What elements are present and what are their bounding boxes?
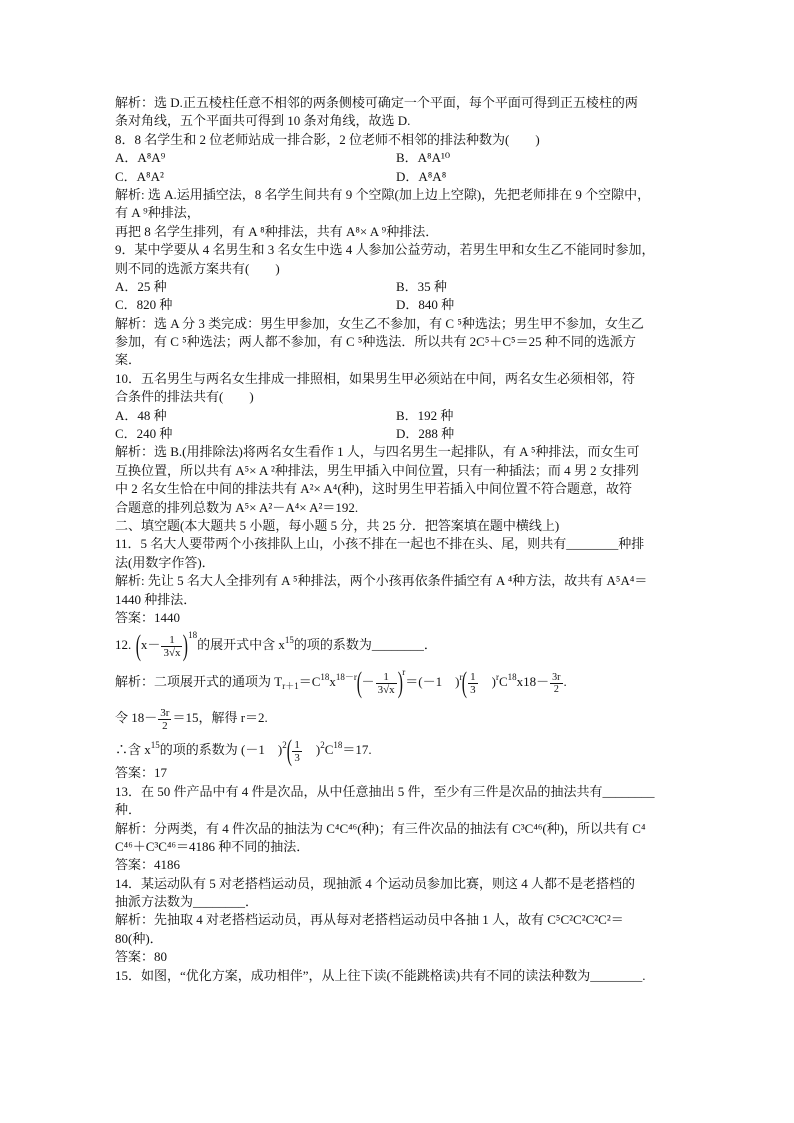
subscript: r＋1 <box>282 681 299 692</box>
q12-answer: 答案：17 <box>115 765 168 781</box>
q8-solution-line: 有 A ⁹种排法， <box>115 205 200 221</box>
q7-solution-line: 解析：选 D.正五棱柱任意不相邻的两条侧棱可确定一个平面，每个平面可得到正五棱柱的两 <box>115 95 638 110</box>
solution-text: ＝17. <box>342 742 372 758</box>
q8-option-d: D．A⁸A⁸ <box>396 168 447 184</box>
q9-solution-line: 解析：选 A 分 3 类完成：男生甲参加，女生乙不参加，有 C ⁵种选法；男生甲不参加，女生乙 <box>115 315 644 331</box>
q11-answer: 答案：1440 <box>115 609 181 625</box>
solution-text: x18－ <box>516 674 550 690</box>
q10-solution-line: 解析：选 B.(用排除法)将两名女生看作 1 人，与四名男生一起排队，有 A ⁵种排法，而女生可 <box>115 444 640 460</box>
solution-text: ＝C <box>298 674 321 690</box>
q9-option-b: B．35 种 <box>396 278 447 294</box>
fraction-denominator: 2 <box>550 683 562 695</box>
q12-stem <box>115 627 705 663</box>
q10-stem: 10．五名男生与两名女生排成一排照相，如果男生甲必须站在中间，两名女生必须相邻，符 <box>115 370 636 386</box>
fraction <box>161 634 182 659</box>
q13-stem: 种． <box>115 802 142 818</box>
solution-text: C <box>324 742 334 758</box>
q14-answer: 答案：80 <box>115 949 168 965</box>
q14-solution-line: 80(种)． <box>115 930 163 946</box>
right-paren: ) <box>183 629 189 663</box>
left-paren: ( <box>286 734 292 768</box>
stem-text: 的项的系数为________． <box>293 637 437 653</box>
question-number: 12. <box>115 637 132 653</box>
q9-option-c: C．820 种 <box>115 297 173 313</box>
q14-stem: 14．某运动队有 5 对老搭档运动员，现抽派 4 个运动员参加比赛，则这 4 人都不是老搭档的 <box>115 875 636 891</box>
q8-options-row <box>115 149 705 167</box>
fraction-numerator: 1 <box>294 738 300 751</box>
q11-stem: 法(用数字作答)． <box>115 554 215 570</box>
q9-stem: 9．某中学要从 4 名男生和 3 名女生中选 4 人参加公益劳动，若男生甲和女生乙不能同时参加， <box>115 242 655 258</box>
stem-text: 的展开式中含 x <box>197 637 285 653</box>
fraction <box>158 707 171 732</box>
fraction-numerator: 3r <box>552 671 561 683</box>
q9-options-row <box>115 296 705 314</box>
left-paren: ( <box>356 666 362 700</box>
q9-option-d: D．840 种 <box>396 297 455 313</box>
exponent: 2 <box>320 740 325 751</box>
q9-options-row <box>115 278 705 296</box>
q15-stem: 15．如图，“优化方案，成功相伴”，从上往下读(不能跳格读)共有不同的读法种数为________. <box>115 967 646 983</box>
solution-text: x <box>329 674 336 690</box>
q8-stem: 8．8 名学生和 2 位老师站成一排合影，2 位老师不相邻的排法种数为( ) <box>115 131 540 147</box>
solution-text: － <box>361 674 375 690</box>
fraction <box>292 739 302 764</box>
q8-options-row <box>115 168 705 186</box>
q13-solution-line: 解析：分两类，有 4 件次品的抽法为 C⁴C⁴⁶(种)；有三件次品的抽法有 C³C⁴⁶(种)，所以共有 C⁴ <box>115 820 646 836</box>
q13-answer: 答案：4186 <box>115 857 181 873</box>
solution-text: ) <box>302 742 321 758</box>
solution-text: ) <box>478 674 496 690</box>
solution-text: 令 18－ <box>115 710 158 726</box>
q10-solution-line: 中 2 名女生恰在中间的排法共有 A²× A⁴(种)，这时男生甲若插入中间位置不符合题意，故符 <box>115 481 632 497</box>
solution-text: 解析：二项展开式的通项为 T <box>115 674 283 690</box>
exponent: 15 <box>284 635 294 646</box>
exponent: 18－r <box>335 672 357 683</box>
q12-solution-line <box>115 663 705 700</box>
q9-solution-line: 案． <box>115 352 142 368</box>
q10-options-row <box>115 407 705 425</box>
fraction <box>376 671 397 696</box>
exponent: 18 <box>507 672 517 683</box>
exponent: 15 <box>150 740 160 751</box>
document-body <box>115 94 705 985</box>
q10-option-b: B．192 种 <box>396 407 454 423</box>
fraction-denominator: 3 <box>294 751 300 764</box>
q14-stem: 抽派方法数为________． <box>115 894 259 910</box>
fraction <box>550 672 562 695</box>
left-paren: ( <box>462 666 468 700</box>
solution-text: ＝15，解得 r＝2. <box>172 710 268 726</box>
q14-solution-line: 解析：先抽取 4 对老搭档运动员，再从每对老搭档运动员中各抽 1 人，故有 C⁵C²C²C²C²＝ <box>115 912 624 928</box>
fraction-numerator: 1 <box>470 670 476 683</box>
q10-solution-line: 合题意的排列总数为 A⁵× A²－A⁴× A²＝192. <box>115 499 359 515</box>
q12-solution-line <box>115 734 705 768</box>
q8-solution-line: 解析: 选 A.运用插空法，8 名学生间共有 9 个空隙(加上边上空隙)，先把老师排在 9 个空隙中， <box>115 186 651 202</box>
fraction-denominator: 3√x <box>163 646 181 659</box>
q7-solution-line: 条对角线，五个平面共可得到 10 条对角线，故选 D. <box>115 113 411 129</box>
exponent: r <box>402 667 406 678</box>
solution-text: ∴含 x <box>115 742 151 758</box>
q11-solution-line: 解析: 先让 5 名大人全排列有 A ⁵种排法，两个小孩再依条件插空有 A ⁴种方法，故共有 A⁵A⁴＝ <box>115 573 648 589</box>
q13-stem: 13．在 50 件产品中有 4 件是次品，从中任意抽出 5 件，至少有三件是次品的抽法共有________ <box>115 783 655 799</box>
exponent: 18 <box>188 630 198 641</box>
fraction-denominator: 2 <box>158 719 171 732</box>
fraction-numerator: 1 <box>169 633 175 646</box>
q9-solution-line: 参加，有 C ⁵种选法；两人都不参加，有 C ⁵种选法．所以共有 2C⁵＋C⁵＝25 种不同的选派方 <box>115 334 636 350</box>
q10-option-c: C．240 种 <box>115 426 173 442</box>
q10-option-d: D．288 种 <box>396 426 455 442</box>
fraction-numerator: 1 <box>383 670 389 683</box>
q12-solution-line <box>115 700 705 736</box>
q9-option-a: A．25 种 <box>115 278 167 294</box>
solution-text: C <box>498 674 508 690</box>
q13-solution-line: C⁴⁶＋C³C⁴⁶＝4186 种不同的抽法． <box>115 838 310 854</box>
expr-text: x－ <box>140 637 161 653</box>
left-paren: ( <box>135 629 142 663</box>
exponent: 18 <box>333 740 343 751</box>
fraction-denominator: 3 <box>470 683 476 696</box>
fraction <box>468 671 478 696</box>
q10-solution-line: 互换位置，所以共有 A⁵× A ²种排法，男生甲插入中间位置，只有一种插法；而 4 男 2 女排列 <box>115 462 639 478</box>
solution-text: . <box>563 674 567 690</box>
q9-stem: 则不同的选派方案共有( ) <box>115 260 280 276</box>
section-heading: 二、填空题(本大题共 5 小题，每小题 5 分，共 25 分．把答案填在题中横线上) <box>115 517 560 533</box>
fraction-numerator: 3r <box>160 706 170 719</box>
q11-solution-line: 1440 种排法． <box>115 591 197 607</box>
q10-options-row <box>115 425 705 443</box>
q8-solution-line: 再把 8 名学生排列，有 A ⁸种排法，共有 A⁸× A ⁹种排法． <box>115 223 439 239</box>
solution-text: 的项的系数为 (－1 ) <box>159 742 283 758</box>
solution-text: ＝(－1 ) <box>405 674 460 690</box>
q10-stem: 合条件的排法共有( ) <box>115 389 254 405</box>
right-paren: ) <box>397 666 403 700</box>
q10-option-a: A．48 种 <box>115 407 167 423</box>
q11-stem: 11．5 名大人要带两个小孩排队上山，小孩不排在一起也不排在头、尾，则共有________种排 <box>115 536 645 552</box>
exponent: r <box>459 672 463 683</box>
q8-option-c: C．A⁸A² <box>115 168 164 184</box>
q8-option-a: A．A⁸A⁹ <box>115 150 166 166</box>
exponent: r <box>495 672 499 683</box>
exponent: 18 <box>320 672 330 683</box>
q8-option-b: B．A⁸A¹⁰ <box>396 150 451 166</box>
fraction-denominator: 3√x <box>377 683 395 696</box>
exponent: 2 <box>282 740 287 751</box>
